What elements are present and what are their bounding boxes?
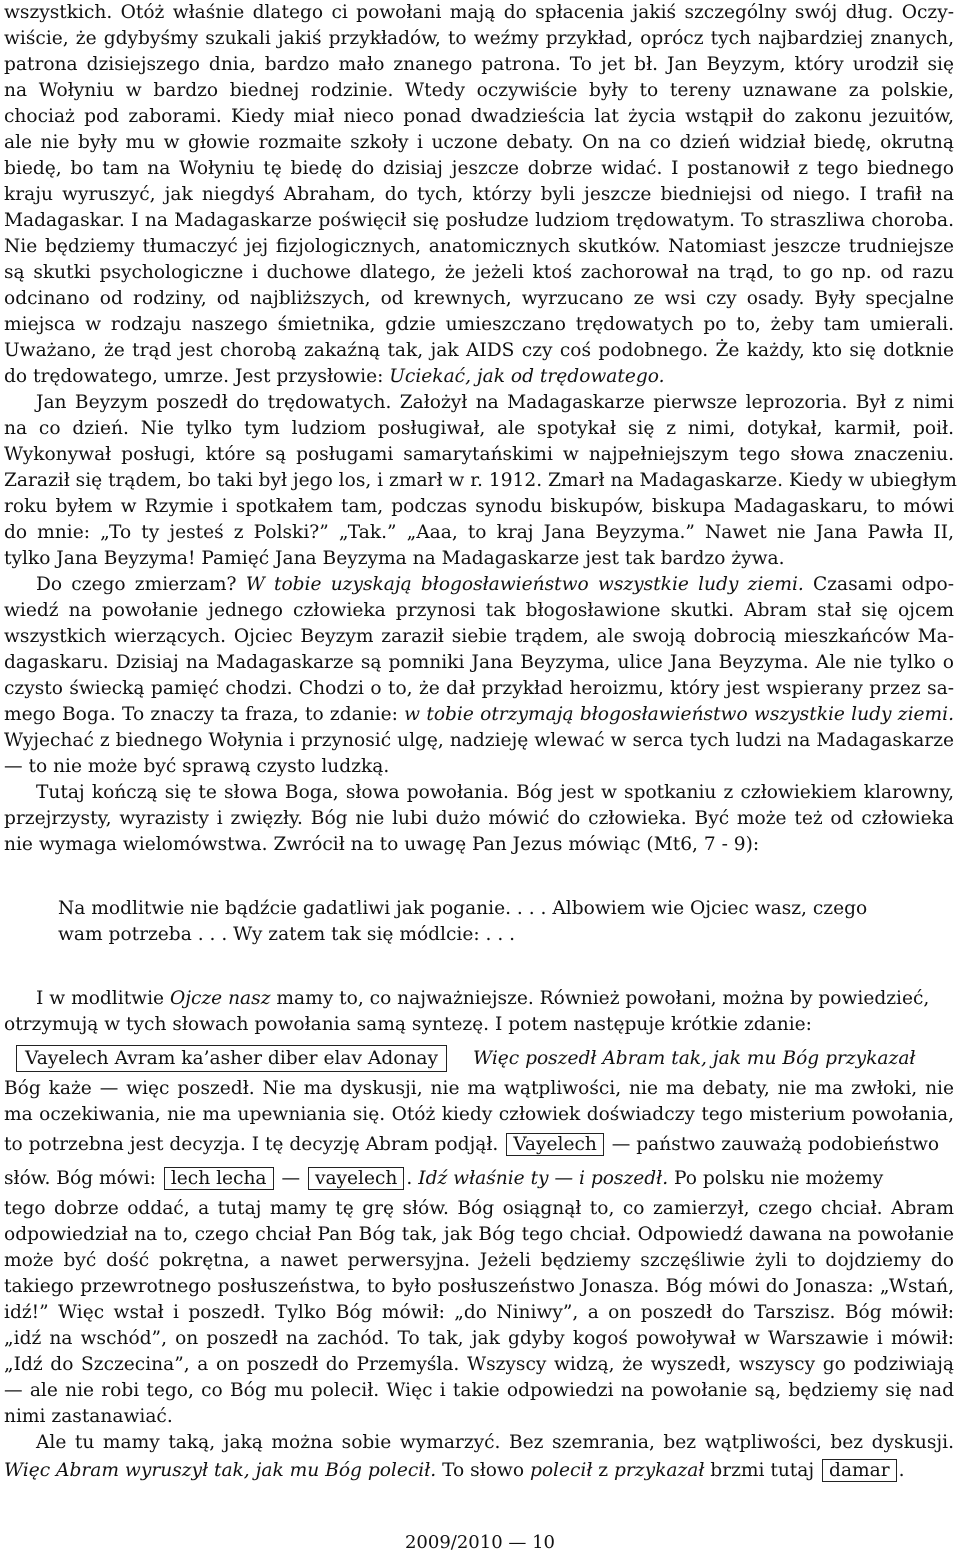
- hebrew-phrase-box: Vayelech Avram ka’asher diber elav Adonay: [16, 1045, 447, 1072]
- text-line: miejsca w rodzaju naszego śmietnika, gdzie umieszczano trędowatych po to, żeby tam umierali.: [4, 314, 954, 335]
- text-line: idź!” Więc wstał i poszedł. Tylko Bóg mówił: „do Niniwy”, a on poszedł do Tarszisz. Bóg mówił:: [4, 1302, 954, 1323]
- text-run: —: [275, 1168, 306, 1189]
- text-run: — państwo zauważą podobieństwo: [611, 1134, 940, 1155]
- text-line: Wykonywał posługi, które są posługami samarytańskimi w najpełniejszym tego słowa znaczeniu.: [4, 444, 954, 465]
- text-line: czysto świecką pamięć chodzi. Chodzi o to, że dał przykład heroizmu, który jest wspierany przez sa-: [4, 678, 954, 699]
- italic-run: przykazał: [614, 1460, 705, 1481]
- text-line: „idź na wschód”, on poszedł na zachód. To tak, jak gdyby kogoś powoływał w Warszawie i mówił:: [4, 1328, 954, 1349]
- text-line: wiedź na powołanie jednego człowieka przynosi tak błogosławione skutki. Abram stał się ojcem: [4, 600, 954, 621]
- text-line: Ale tu mamy taką, jaką można sobie wymarzyć. Bez szemrania, bez wątpliwości, bez dyskusji.: [36, 1432, 954, 1453]
- italic-run: Idź właśnie ty — i poszedł.: [418, 1168, 669, 1189]
- damar-box: damar: [822, 1459, 897, 1482]
- blessing-italic: w tobie otrzymają błogosławieństwo wszystkie ludy ziemi.: [404, 704, 955, 725]
- text-line: Zaraził się trądem, bo taki był jego los, i zmarł w r. 1912. Zmarł na Madagaskarze. Kiedy w ubiegłym: [4, 470, 957, 491]
- quote-line: Na modlitwie nie bądźcie gadatliwi jak poganie. . . . Albowiem wie Ojciec wasz, czego: [58, 898, 868, 919]
- text-line: może być dość pokrętna, a nawet perwersyjna. Jeżeli będziemy szczęśliwie żyli to dojdziemy do: [4, 1250, 954, 1271]
- text-line: do mnie: „To ty jesteś z Polski?” „Tak.” „Aaa, to kraj Jana Beyzyma.” Nawet nie Jana Pawła II,: [4, 522, 954, 543]
- text-run: brzmi tutaj: [704, 1460, 821, 1481]
- text-run: do trędowatego, umrze. Jest przysłowie:: [4, 366, 390, 387]
- prayer-title: Ojcze nasz: [169, 988, 271, 1009]
- text-line: Wyjechać z biednego Wołynia i przynosić ulgę, nadzieję wlewać w serca tych ludzi na Madagaskarze: [4, 730, 954, 751]
- text-line: Uważano, że trąd jest chorobą zakaźną tak, jak AIDS czy coś podobnego. Że każdy, kto się dotknie: [4, 340, 954, 361]
- text-line: nie wymaga wielomówstwa. Zwrócił na to uwagę Pan Jezus mówiąc (Mt6, 7 - 9):: [4, 834, 760, 855]
- text-line: na co dzień. Nie tylko tym ludziom posługiwał, ale spotykał się z nimi, dotykał, karmił, poił.: [4, 418, 954, 439]
- text-line: odpowiedział na to, czego chciał Pan Bóg tak, jak Bóg tego chciał. Odpowiedź dawana na powołanie: [4, 1224, 954, 1245]
- text-run: .: [898, 1460, 905, 1481]
- text-line: — to nie może być sprawą czysto ludzką.: [4, 756, 390, 777]
- text-line: „Idź do Szczecina”, a on poszedł do Przemyśla. Wszyscy widzą, że wyszedł, wszyscy go podziwiają: [4, 1354, 954, 1375]
- text-line: [4, 1458, 954, 1484]
- text-line: Madagaskar. I na Madagaskarze poświęcił się posłudze ludziom trędowatym. To straszliwa choroba.: [4, 210, 954, 231]
- text-line: kraju wyruszyć, jak niegdyś Abraham, do tych, którzy byli jeszcze biedniejsi od niego. I trafił na: [4, 184, 954, 205]
- text-line: dagaskaru. Dzisiaj na Madagaskarze są pomniki Jana Beyzyma, ulice Jana Beyzyma. Ale nie tylko o: [4, 652, 954, 673]
- text-line: Bóg każe — więc poszedł. Nie ma dyskusji, nie ma wątpliwości, nie ma debaty, nie ma zwłoki, nie: [4, 1078, 954, 1099]
- text-run: słów. Bóg mówi:: [4, 1168, 162, 1189]
- text-line: patrona dzisiejszego dnia, bardzo mało znanego patrona. To jet bł. Jan Beyzym, który urodził się: [4, 54, 954, 75]
- text-line: wiście, że gdybyśmy szukali jakiś przykładów, to weźmy przykład, oprócz tych najbardziej znanych,: [4, 28, 954, 49]
- text-line: [4, 1166, 954, 1192]
- text-line: [4, 572, 954, 598]
- text-line: są skutki psychologiczne i duchowe dlatego, że jeżeli ktoś zachorował na trąd, to go np. od razu: [4, 262, 954, 283]
- text-line: ale nie były mu w głowie rozmaite szkoły i uczone debaty. On na co dzień widział biedę, okrutną: [4, 132, 954, 153]
- text-line: [4, 702, 954, 728]
- text-line: Jan Beyzym poszedł do trędowatych. Założył na Madagaskarze pierwsze leprozoria. Był z nimi: [36, 392, 954, 413]
- text-line: tego dobrze oddać, a tutaj mamy tę grę słów. Bóg osiągnął to, co zamierzył, czego chciał. Abram: [4, 1198, 954, 1219]
- text-line: [4, 1132, 954, 1158]
- text-run: mamy to, co najważniejsze. Również powołani, można by powiedzieć,: [270, 988, 930, 1009]
- page-footer: 2009/2010 — 10: [404, 1532, 556, 1553]
- text-run: Do czego zmierzam?: [36, 574, 246, 595]
- vayelech-box: Vayelech: [506, 1133, 604, 1156]
- lech-lecha-box: lech lecha: [164, 1167, 274, 1190]
- text-run: I w modlitwie: [36, 988, 170, 1009]
- text-line: odcinano od rodziny, od najbliższych, od krewnych, wyrzucano ze wsi czy osady. Były specjalne: [4, 288, 954, 309]
- text-line: roku byłem w Rzymie i spotkałem tam, podczas synodu biskupów, biskupa Madagaskaru, to mówi: [4, 496, 954, 517]
- text-line: nimi zastanawiać.: [4, 1406, 173, 1427]
- text-line: ma oczekiwania, nie ma upewniania się. Otóż kiedy człowiek doświadczy tego misterium powołania,: [4, 1104, 954, 1125]
- text-line: Tutaj kończą się te słowa Boga, słowa powołania. Bóg jest w spotkaniu z człowiekiem klarowny,: [36, 782, 954, 803]
- text-line: na Wołyniu w bardzo biednej rodzinie. Wtedy oczywiście były to tereny uznawane za polskie,: [4, 80, 954, 101]
- text-line: takiego przewrotnego posłuszeństwa, to było posłuszeństwo Jonasza. Bóg mówi do Jonasza: „Wstań,: [4, 1276, 954, 1297]
- hebrew-phrase-line: [4, 1046, 954, 1076]
- text-line: [4, 986, 954, 1012]
- text-line: wszystkich. Otóż właśnie dlatego ci powołani mają do spłacenia jakiś szczególny swój dług. Oczy-: [4, 2, 954, 23]
- translation-italic: Więc poszedł Abram tak, jak mu Bóg przykazał: [473, 1048, 916, 1069]
- text-line: otrzymują w tych słowach powołania samą syntezę. I potem następuje krótkie zdanie:: [4, 1014, 812, 1035]
- text-run: Po polsku nie możemy: [668, 1168, 884, 1189]
- italic-run: Więc Abram wyruszył tak, jak mu Bóg polecił.: [4, 1460, 437, 1481]
- text-run: to potrzebna jest decyzja. I tę decyzję Abram podjął.: [4, 1134, 505, 1155]
- text-run: mego Boga. To znaczy ta fraza, to zdanie:: [4, 704, 405, 725]
- text-run: z: [592, 1460, 615, 1481]
- vayelech-box: vayelech: [308, 1167, 404, 1190]
- blessing-italic: W tobie uzyskają błogosławieństwo wszystkie ludy ziemi.: [245, 574, 804, 595]
- quote-line: wam potrzeba . . . Wy zatem tak się módlcie: . . .: [58, 924, 516, 945]
- text-line: przejrzysty, wyrazisty i zwięzły. Bóg nie lubi dużo mówić do człowieka. Być może też od człowieka: [4, 808, 954, 829]
- proverb-italic: Uciekać, jak od trędowatego.: [389, 366, 665, 387]
- text-line: [4, 364, 954, 390]
- text-run: To słowo: [436, 1460, 530, 1481]
- text-line: — ale nie robi tego, co Bóg mu polecił. Więc i takie odpowiedzi na powołanie są, będziemy się nad: [4, 1380, 954, 1401]
- text-run: Czasami odpo-: [803, 574, 954, 595]
- text-line: wszystkich wierzących. Ojciec Beyzym zaraził siebie trądem, ale swoją dobrocią mieszkańców Ma-: [4, 626, 954, 647]
- text-line: tylko Jana Beyzyma! Pamięć Jana Beyzyma na Madagaskarze jest tak bardzo żywa.: [4, 548, 785, 569]
- text-run: .: [406, 1168, 419, 1189]
- text-line: biedę, bo tam na Wołyniu tę biedę do dzisiaj jeszcze dobrze widać. I postanowił z tego biednego: [4, 158, 954, 179]
- text-line: Nie będziemy tłumaczyć jej fizjologicznych, anatomicznych skutków. Natomiast jeszcze trudniejsze: [4, 236, 954, 257]
- text-line: chociaż pod zaborami. Kiedy miał nieco ponad dwadzieścia lat życia wstąpił do zakonu jezuitów,: [4, 106, 954, 127]
- italic-run: polecił: [529, 1460, 593, 1481]
